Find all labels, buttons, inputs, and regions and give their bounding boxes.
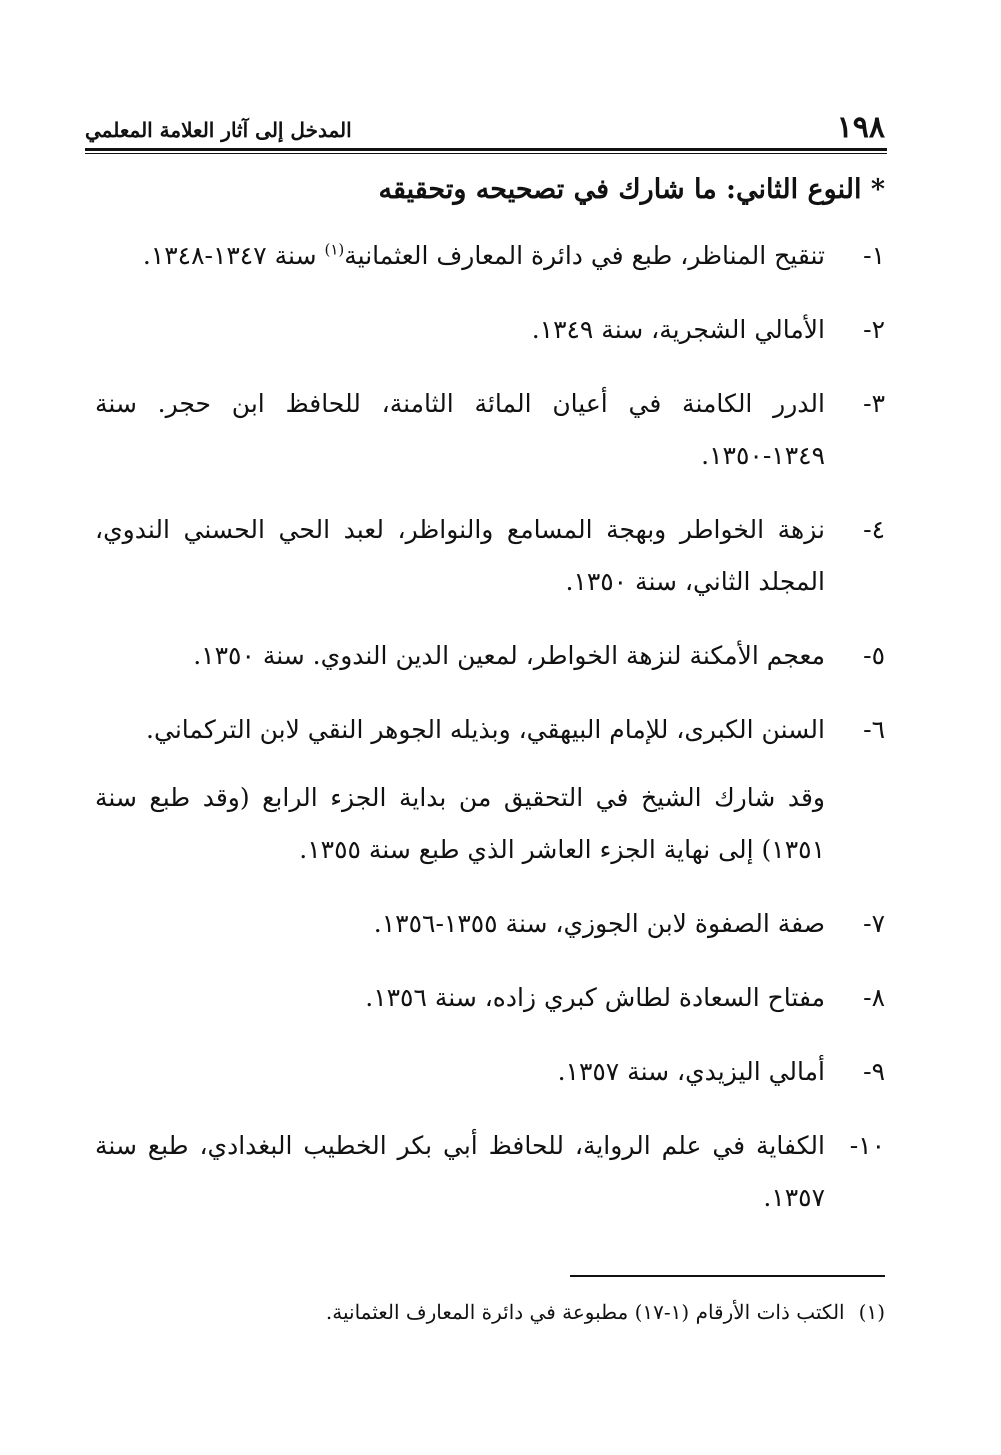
item-number: ٨- bbox=[863, 983, 885, 1012]
item-text bbox=[95, 230, 825, 282]
item-number: ٧- bbox=[863, 909, 885, 938]
item-number: ١- bbox=[863, 241, 885, 270]
list-item-7 bbox=[95, 898, 885, 950]
list-item-1 bbox=[95, 230, 885, 282]
item-text: الدرر الكامنة في أعيان المائة الثامنة، للحافظ ابن حجر. سنة ١٣٤٩-١٣٥٠. bbox=[95, 389, 825, 470]
footnote-marker: (١) bbox=[324, 240, 345, 259]
item-text: الكفاية في علم الرواية، للحافظ أبي بكر الخطيب البغدادي، طبع سنة ١٣٥٧. bbox=[95, 1131, 825, 1212]
list-item-4 bbox=[95, 504, 885, 608]
item-text: نزهة الخواطر وبهجة المسامع والنواظر، لعبد الحي الحسني الندوي، المجلد الثاني، سنة ١٣٥٠. bbox=[95, 515, 825, 596]
list-item-5 bbox=[95, 630, 885, 682]
item-text-after: سنة ١٣٤٧-١٣٤٨. bbox=[142, 241, 325, 270]
list-item-10 bbox=[95, 1120, 885, 1224]
main-content bbox=[95, 170, 885, 1246]
header-rule-thin bbox=[85, 153, 887, 154]
item-text-before: تنقيح المناظر، طبع في دائرة المعارف العثمانية bbox=[344, 241, 825, 270]
footnote-number: (١) bbox=[858, 1300, 885, 1324]
item-text: معجم الأمكنة لنزهة الخواطر، لمعين الدين الندوي. سنة ١٣٥٠. bbox=[193, 641, 825, 670]
item-number: ٤- bbox=[863, 515, 885, 544]
item-number: ٣- bbox=[863, 389, 885, 418]
item-number: ١٠- bbox=[849, 1131, 885, 1160]
list-item-8 bbox=[95, 972, 885, 1024]
item-number: ٥- bbox=[863, 641, 885, 670]
running-title: المدخل إلى آثار العلامة المعلمي bbox=[85, 118, 352, 142]
item-text: أمالي اليزيدي، سنة ١٣٥٧. bbox=[557, 1057, 825, 1086]
list-item-2 bbox=[95, 304, 885, 356]
footnote-separator bbox=[570, 1275, 885, 1277]
header-rule bbox=[85, 148, 887, 151]
item-text: مفتاح السعادة لطاش كبري زاده، سنة ١٣٥٦. bbox=[365, 983, 825, 1012]
item-text: صفة الصفوة لابن الجوزي، سنة ١٣٥٥-١٣٥٦. bbox=[373, 909, 825, 938]
item-number: ٦- bbox=[863, 715, 885, 744]
footnote bbox=[95, 1295, 885, 1329]
item-6-note: وقد شارك الشيخ في التحقيق من بداية الجزء الرابع (وقد طبع سنة ١٣٥١) إلى نهاية الجزء العاشر الذي طبع سنة ١٣٥٥. bbox=[95, 783, 825, 864]
item-number: ٩- bbox=[863, 1057, 885, 1086]
item-text: السنن الكبرى، للإمام البيهقي، وبذيله الجوهر النقي لابن التركماني. bbox=[146, 715, 825, 744]
page-number: ١٩٨ bbox=[836, 110, 885, 145]
page-header bbox=[85, 110, 885, 150]
item-number: ٢- bbox=[863, 315, 885, 344]
list-item-3 bbox=[95, 378, 885, 482]
footnote-text: الكتب ذات الأرقام (١-١٧) مطبوعة في دائرة المعارف العثمانية. bbox=[325, 1300, 845, 1324]
list-item-6 bbox=[95, 704, 885, 756]
item-text: الأمالي الشجرية، سنة ١٣٤٩. bbox=[531, 315, 825, 344]
list-item-9 bbox=[95, 1046, 885, 1098]
section-title: * النوع الثاني: ما شارك في تصحيحه وتحقيقه bbox=[378, 174, 885, 205]
